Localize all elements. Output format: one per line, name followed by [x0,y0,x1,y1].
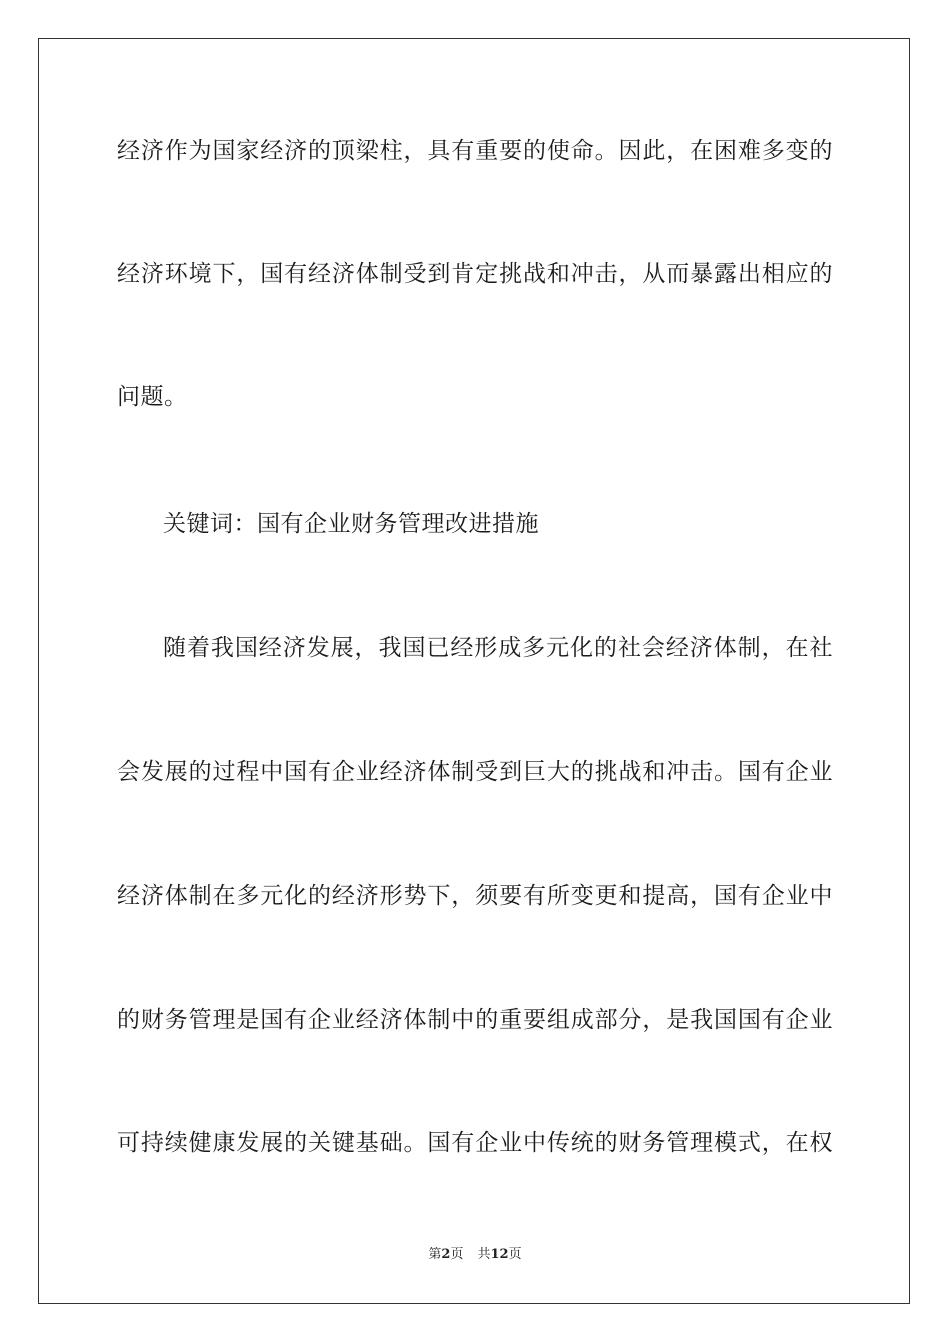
text-line: 可持续健康发展的关键基础。国有企业中传统的财务管理模式，在权 [117,1130,833,1156]
text-line: 随着我国经济发展，我国已经形成多元化的社会经济体制，在社 [163,635,833,661]
page-prefix: 第 [428,1247,442,1262]
text-line: 会发展的过程中国有企业经济体制受到巨大的挑战和冲击。国有企业 [117,759,833,785]
text-line: 经济环境下，国有经济体制受到肯定挑战和冲击，从而暴露出相应的 [117,261,833,287]
keywords-line: 关键词：国有企业财务管理改进措施 [163,511,539,537]
total-suffix: 页 [508,1247,522,1262]
total-prefix: 共 [477,1247,491,1262]
text-line: 经济作为国家经济的顶梁柱，具有重要的使命。因此，在困难多变的 [117,138,833,164]
text-line: 经济体制在多元化的经济形势下，须要有所变更和提高，国有企业中 [117,883,833,909]
text-line: 的财务管理是国有企业经济体制中的重要组成部分，是我国国有企业 [117,1007,833,1033]
page-footer [0,1246,950,1264]
page-suffix: 页 [450,1247,464,1262]
page-border [38,38,910,1304]
text-line: 问题。 [117,384,188,410]
total-pages: 12 [490,1247,509,1262]
page-number: 2 [441,1247,451,1262]
